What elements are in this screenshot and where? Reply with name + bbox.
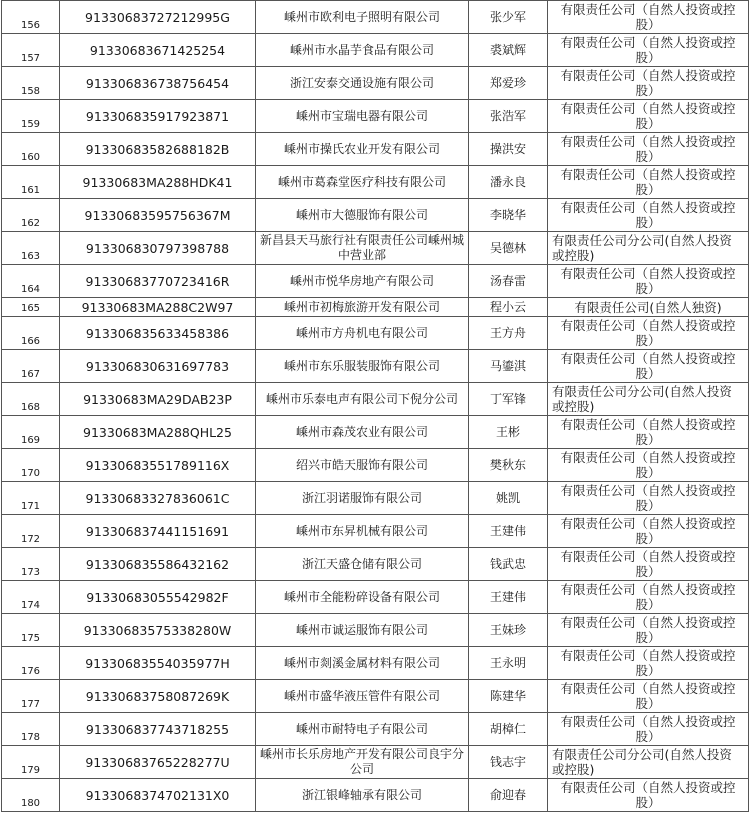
credit-code: 913306835586432162 [60,548,256,581]
table-row [2,383,749,416]
company-type: 有限责任公司（自然人投资或控股） [548,350,749,383]
table-row [2,713,749,746]
legal-representative: 郑爱珍 [469,67,548,100]
company-name: 嵊州市盛华液压管件有限公司 [256,680,469,713]
legal-representative: 钱武忠 [469,548,548,581]
table-row [2,166,749,199]
credit-code: 91330683327836061C [60,482,256,515]
table-row [2,647,749,680]
table-row [2,100,749,133]
row-number: 177 [2,680,60,713]
company-name: 嵊州市耐特电子有限公司 [256,713,469,746]
credit-code: 91330683727212995G [60,1,256,34]
company-type: 有限责任公司（自然人投资或控股） [548,680,749,713]
table-body [2,1,749,812]
table-row [2,515,749,548]
row-number: 168 [2,383,60,416]
company-type: 有限责任公司（自然人投资或控股） [548,647,749,680]
company-type: 有限责任公司（自然人投资或控股） [548,199,749,232]
company-type: 有限责任公司（自然人投资或控股） [548,133,749,166]
company-type: 有限责任公司（自然人投资或控股） [548,548,749,581]
credit-code: 91330683595756367M [60,199,256,232]
row-number: 162 [2,199,60,232]
credit-code: 91330683554035977H [60,647,256,680]
company-name: 浙江天盛仓储有限公司 [256,548,469,581]
credit-code: 91330683MA29DAB23P [60,383,256,416]
table-row [2,449,749,482]
company-name: 嵊州市长乐房地产开发有限公司良宇分公司 [256,746,469,779]
table-row [2,133,749,166]
credit-code: 91330683758087269K [60,680,256,713]
row-number: 156 [2,1,60,34]
company-name: 嵊州市剡溪金属材料有限公司 [256,647,469,680]
legal-representative: 王彬 [469,416,548,449]
legal-representative: 汤春雷 [469,265,548,298]
legal-representative: 王妹珍 [469,614,548,647]
table-row [2,34,749,67]
legal-representative: 樊秋东 [469,449,548,482]
company-name: 嵊州市方舟机电有限公司 [256,317,469,350]
table-row [2,265,749,298]
legal-representative: 王建伟 [469,515,548,548]
credit-code: 91330683551789116X [60,449,256,482]
legal-representative: 裘斌辉 [469,34,548,67]
company-type: 有限责任公司（自然人投资或控股） [548,34,749,67]
legal-representative: 陈建华 [469,680,548,713]
row-number: 176 [2,647,60,680]
row-number: 175 [2,614,60,647]
row-number: 161 [2,166,60,199]
company-type: 有限责任公司（自然人投资或控股） [548,317,749,350]
table-row [2,581,749,614]
row-number: 170 [2,449,60,482]
legal-representative: 姚凯 [469,482,548,515]
row-number: 171 [2,482,60,515]
row-number: 166 [2,317,60,350]
company-type: 有限责任公司(自然人独资) [548,298,749,317]
row-number: 174 [2,581,60,614]
company-name: 嵊州市东昇机械有限公司 [256,515,469,548]
company-name: 嵊州市全能粉碎设备有限公司 [256,581,469,614]
row-number: 173 [2,548,60,581]
company-name: 浙江银峰轴承有限公司 [256,779,469,812]
company-name: 嵊州市初梅旅游开发有限公司 [256,298,469,317]
legal-representative: 操洪安 [469,133,548,166]
credit-code: 913306835917923871 [60,100,256,133]
table-row [2,199,749,232]
credit-code: 913306830797398788 [60,232,256,265]
row-number: 169 [2,416,60,449]
company-name: 嵊州市森茂农业有限公司 [256,416,469,449]
credit-code: 913306836738756454 [60,67,256,100]
table-row [2,746,749,779]
credit-code: 91330683MA288C2W97 [60,298,256,317]
table-row [2,350,749,383]
company-type: 有限责任公司（自然人投资或控股） [548,67,749,100]
company-name: 嵊州市大德服饰有限公司 [256,199,469,232]
legal-representative: 胡樟仁 [469,713,548,746]
company-type: 有限责任公司（自然人投资或控股） [548,515,749,548]
table-row [2,232,749,265]
table-row [2,317,749,350]
legal-representative: 吴德林 [469,232,548,265]
table-row [2,779,749,812]
credit-code: 91330683055542982F [60,581,256,614]
credit-code: 91330683MA288HDK41 [60,166,256,199]
row-number: 163 [2,232,60,265]
table-row [2,416,749,449]
company-name: 绍兴市皓天服饰有限公司 [256,449,469,482]
legal-representative: 钱志宇 [469,746,548,779]
row-number: 165 [2,298,60,317]
company-name: 嵊州市宝瑞电器有限公司 [256,100,469,133]
row-number: 167 [2,350,60,383]
table-row [2,680,749,713]
credit-code: 91330683765228277U [60,746,256,779]
table-row [2,482,749,515]
credit-code: 91330683582688182B [60,133,256,166]
legal-representative: 俞迎春 [469,779,548,812]
legal-representative: 张少军 [469,1,548,34]
company-name: 嵊州市操氏农业开发有限公司 [256,133,469,166]
company-name: 浙江羽诺服饰有限公司 [256,482,469,515]
credit-code: 91330683671425254 [60,34,256,67]
legal-representative: 张浩军 [469,100,548,133]
credit-code: 91330683575338280W [60,614,256,647]
company-name: 嵊州市葛森堂医疗科技有限公司 [256,166,469,199]
row-number: 164 [2,265,60,298]
company-type: 有限责任公司（自然人投资或控股） [548,482,749,515]
company-type: 有限责任公司（自然人投资或控股） [548,779,749,812]
credit-code: 9133068374702131X0 [60,779,256,812]
row-number: 158 [2,67,60,100]
row-number: 178 [2,713,60,746]
company-registry-table [1,0,749,812]
credit-code: 913306835633458386 [60,317,256,350]
table-row [2,1,749,34]
legal-representative: 潘永良 [469,166,548,199]
row-number: 157 [2,34,60,67]
company-type: 有限责任公司（自然人投资或控股） [548,416,749,449]
table-row [2,298,749,317]
company-type: 有限责任公司（自然人投资或控股） [548,1,749,34]
legal-representative: 丁军锋 [469,383,548,416]
legal-representative: 马鎏淇 [469,350,548,383]
credit-code: 913306837441151691 [60,515,256,548]
row-number: 172 [2,515,60,548]
company-type: 有限责任公司分公司(自然人投资或控股) [548,746,749,779]
credit-code: 91330683MA288QHL25 [60,416,256,449]
table-row [2,614,749,647]
row-number: 160 [2,133,60,166]
company-name: 嵊州市悦华房地产有限公司 [256,265,469,298]
company-name: 嵊州市诚运服饰有限公司 [256,614,469,647]
credit-code: 913306830631697783 [60,350,256,383]
legal-representative: 程小云 [469,298,548,317]
company-name: 嵊州市水晶芋食品有限公司 [256,34,469,67]
company-type: 有限责任公司（自然人投资或控股） [548,581,749,614]
company-name: 新昌县天马旅行社有限责任公司嵊州城中营业部 [256,232,469,265]
company-name: 嵊州市乐泰电声有限公司下倪分公司 [256,383,469,416]
credit-code: 91330683770723416R [60,265,256,298]
company-type: 有限责任公司（自然人投资或控股） [548,166,749,199]
table-row [2,67,749,100]
legal-representative: 王方舟 [469,317,548,350]
table-row [2,548,749,581]
company-type: 有限责任公司分公司(自然人投资或控股) [548,232,749,265]
row-number: 179 [2,746,60,779]
legal-representative: 王建伟 [469,581,548,614]
company-type: 有限责任公司（自然人投资或控股） [548,614,749,647]
credit-code: 913306837743718255 [60,713,256,746]
row-number: 159 [2,100,60,133]
company-name: 嵊州市东乐服装服饰有限公司 [256,350,469,383]
row-number: 180 [2,779,60,812]
company-type: 有限责任公司（自然人投资或控股） [548,100,749,133]
company-name: 嵊州市欧利电子照明有限公司 [256,1,469,34]
legal-representative: 王永明 [469,647,548,680]
company-type: 有限责任公司（自然人投资或控股） [548,265,749,298]
legal-representative: 李晓华 [469,199,548,232]
company-type: 有限责任公司分公司(自然人投资或控股) [548,383,749,416]
company-type: 有限责任公司（自然人投资或控股） [548,713,749,746]
company-type: 有限责任公司（自然人投资或控股） [548,449,749,482]
company-name: 浙江安泰交通设施有限公司 [256,67,469,100]
